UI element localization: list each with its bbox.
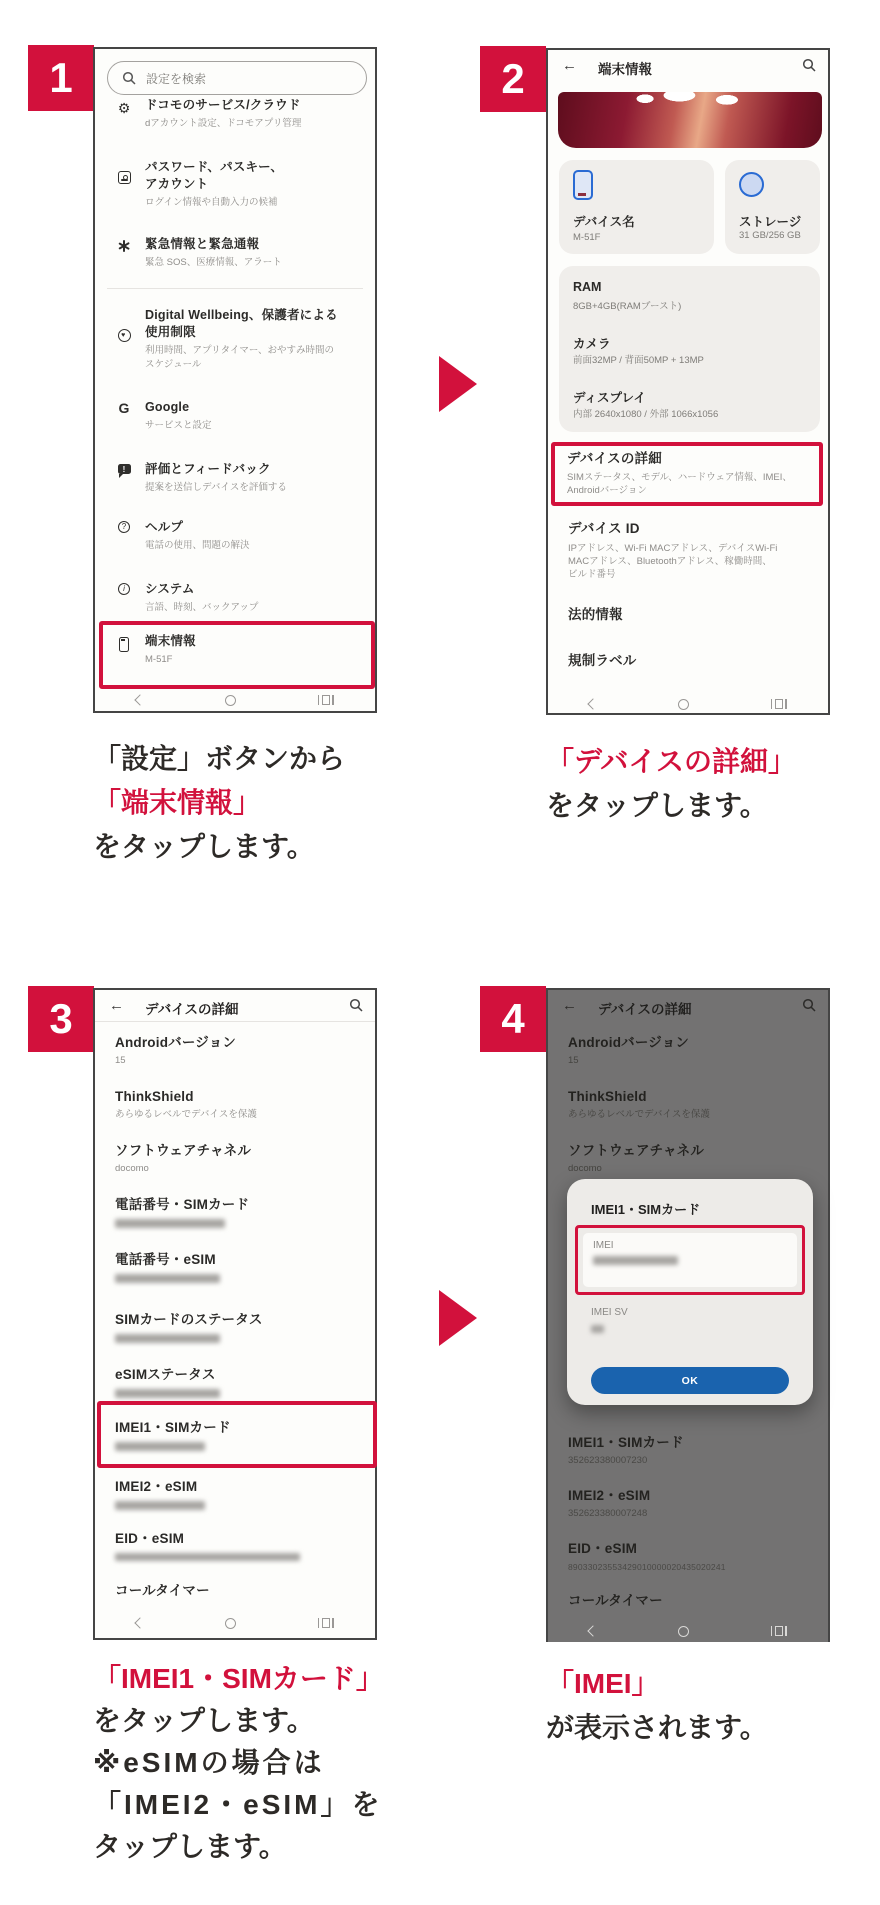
item-imei2-esim: IMEI2・eSIM 352623380007248 [568, 1488, 651, 1519]
step-1-screenshot [93, 47, 377, 713]
step-3-caption [93, 1658, 384, 1868]
imei-sv-label: IMEI SV [591, 1307, 628, 1318]
item-call-timer[interactable]: コールタイマー [115, 1583, 210, 1598]
android-nav-bar [95, 1612, 375, 1634]
ram-label: RAM [573, 280, 602, 294]
masked-value [115, 1334, 220, 1343]
android-nav-bar [95, 689, 375, 711]
nav-recents-icon[interactable] [318, 695, 335, 705]
item-phone-number-sim[interactable]: 電話番号・SIMカード [115, 1196, 249, 1228]
search-icon[interactable] [802, 58, 816, 72]
search-icon[interactable] [802, 998, 816, 1012]
android-nav-bar [548, 693, 828, 715]
item-software-channel: ソフトウェアチャネル docomo [568, 1143, 705, 1174]
masked-value [115, 1389, 220, 1398]
item-imei1-sim: IMEI1・SIMカード 352623380007230 [568, 1435, 684, 1466]
step-1-caption [93, 737, 345, 869]
masked-value [115, 1442, 205, 1451]
masked-value [591, 1325, 604, 1333]
camera-label: カメラ [573, 337, 611, 351]
item-eid-esim[interactable]: EID・eSIM [115, 1530, 300, 1561]
storage-circle-icon [739, 172, 764, 197]
step-2-badge: 2 [480, 46, 546, 112]
step-arrow-icon [439, 1290, 477, 1346]
header-title: 端末情報 [598, 62, 652, 77]
nav-home-icon[interactable] [678, 699, 689, 710]
display-value: 内部 2640x1080 / 外部 1066x1056 [573, 409, 719, 420]
camera-value: 前面32MP / 背面50MP + 13MP [573, 355, 704, 366]
masked-value [115, 1274, 220, 1283]
settings-item-emergency[interactable]: 緊急情報と緊急通報 緊急 SOS、医療情報、アラート [145, 237, 282, 268]
item-android-version[interactable]: Androidバージョン 15 [115, 1035, 237, 1066]
item-call-timer: コールタイマー [568, 1593, 663, 1608]
settings-item-feedback[interactable]: 評価とフィードバック 提案を送信しデバイスを評価する [145, 462, 287, 493]
info-icon: i [113, 583, 135, 595]
settings-item-system[interactable]: システム 言語、時刻、バックアップ [145, 582, 259, 613]
phone-outline-icon [573, 170, 593, 200]
nav-home-icon[interactable] [225, 695, 236, 706]
google-g-icon: G [118, 400, 130, 416]
search-icon [122, 71, 136, 85]
card-label: ストレージ [739, 215, 802, 229]
spec-card [559, 266, 820, 432]
device-name-card[interactable] [559, 160, 714, 254]
item-thinkshield: ThinkShield あらゆるレベルでデバイスを保護 [568, 1089, 710, 1120]
app-header [548, 50, 828, 82]
item-phone-number-esim[interactable]: 電話番号・eSIM [115, 1251, 220, 1283]
settings-item-docomo-services[interactable]: ドコモのサービス/クラウド dアカウント設定、ドコモアプリ管理 [145, 98, 302, 129]
step-3-badge: 3 [28, 986, 94, 1052]
nav-home-icon[interactable] [678, 1626, 689, 1637]
nav-recents-icon[interactable] [771, 1626, 788, 1636]
wellbeing-icon [113, 329, 135, 342]
header-title: デバイスの詳細 [145, 1002, 239, 1017]
settings-item-wellbeing[interactable]: Digital Wellbeing、保護者による 使用制限 利用時間、アプリタイマー、おやすみ時間の スケジュール [145, 308, 338, 370]
caption-line-highlight: 「端末情報」 [93, 787, 262, 818]
device-info-icon [113, 637, 135, 652]
feedback-icon: ! [113, 464, 135, 474]
item-android-version: Androidバージョン 15 [568, 1035, 690, 1066]
imei-label: IMEI [593, 1240, 614, 1251]
back-arrow-icon[interactable]: ← [562, 57, 577, 74]
settings-item-device-info[interactable]: 端末情報 M-51F [145, 634, 196, 665]
app-header [95, 990, 375, 1022]
step-4-caption [546, 1662, 768, 1750]
nav-recents-icon[interactable] [771, 699, 788, 709]
contact-card-icon [113, 171, 135, 184]
step-2-screenshot [546, 48, 830, 715]
settings-search-bar[interactable] [107, 61, 367, 95]
header-divider [95, 1021, 375, 1022]
app-header [548, 990, 828, 1022]
masked-value [115, 1219, 225, 1228]
step-1-badge: 1 [28, 45, 94, 111]
header-title: デバイスの詳細 [598, 1002, 692, 1017]
masked-value [115, 1501, 205, 1510]
masked-value [115, 1553, 300, 1561]
card-label: デバイス名 [573, 215, 635, 229]
item-imei2-esim[interactable]: IMEI2・eSIM [115, 1478, 205, 1510]
item-legal-info[interactable]: 法的情報 [568, 607, 623, 622]
ram-value: 8GB+4GB(RAMブースト) [573, 301, 682, 312]
nav-back-icon[interactable] [134, 694, 145, 705]
caption-line: 「IMEI2・eSIM」を [93, 1789, 383, 1820]
imei-dialog [567, 1179, 813, 1405]
item-regulatory-labels[interactable]: 規制ラベル [568, 653, 637, 668]
nav-back-icon[interactable] [134, 1617, 145, 1628]
back-arrow-icon[interactable]: ← [562, 997, 577, 1014]
card-value: M-51F [573, 232, 601, 243]
storage-card[interactable] [725, 160, 820, 254]
caption-line: をタップします。 [93, 831, 315, 862]
list-divider [107, 288, 363, 289]
search-icon[interactable] [349, 998, 363, 1012]
item-sim-status[interactable]: SIMカードのステータス [115, 1311, 263, 1343]
step-3-screenshot [93, 988, 377, 1640]
dialog-title: IMEI1・SIMカード [591, 1202, 701, 1217]
item-eid-esim: EID・eSIM 89033023553429010000020435020241 [568, 1541, 726, 1572]
masked-value [593, 1256, 678, 1265]
item-software-channel[interactable]: ソフトウェアチャネル docomo [115, 1143, 252, 1174]
imei-field [583, 1233, 797, 1287]
nav-home-icon[interactable] [225, 1618, 236, 1629]
caption-line-highlight: 「デバイスの詳細」 [546, 746, 797, 777]
item-device-details[interactable]: デバイスの詳細 SIMステータス、モデル、ハードウェア情報、IMEI、 Androidバージョン [567, 451, 792, 496]
help-icon: ? [113, 521, 135, 533]
item-esim-status[interactable]: eSIMステータス [115, 1366, 220, 1398]
nav-back-icon[interactable] [587, 1625, 598, 1636]
step-arrow-icon [439, 356, 477, 412]
settings-item-passwords[interactable]: パスワード、パスキー、 アカウント ログイン情報や自動入力の候補 [145, 160, 284, 208]
step-4-badge: 4 [480, 986, 546, 1052]
item-device-id[interactable]: デバイス ID IPアドレス、Wi-Fi MACアドレス、デバイスWi-Fi MACアドレス、Bluetoothアドレス、稼働時間、 ビルド番号 [568, 521, 778, 580]
settings-item-google[interactable]: Google サービスと設定 [145, 400, 212, 431]
caption-line: タップします。 [93, 1831, 287, 1862]
step-2-caption [546, 740, 796, 828]
display-label: ディスプレイ [573, 391, 646, 405]
nav-recents-icon[interactable] [318, 1618, 335, 1628]
emergency-asterisk-icon [113, 239, 135, 253]
back-arrow-icon[interactable]: ← [109, 997, 124, 1014]
highlight-box-imei [575, 1225, 805, 1295]
settings-item-help[interactable]: ヘルプ 電話の使用、問題の解決 [145, 520, 250, 551]
caption-line: ※eSIMの場合は [93, 1747, 325, 1778]
highlight-box-device-info [99, 621, 375, 689]
item-thinkshield[interactable]: ThinkShield あらゆるレベルでデバイスを保護 [115, 1089, 257, 1120]
caption-line: をタップします。 [546, 790, 768, 821]
caption-line-highlight: 「IMEI1・SIMカード」 [93, 1663, 384, 1694]
caption-line: が表示されます。 [546, 1712, 768, 1743]
step-4-screenshot [546, 988, 830, 1642]
caption-line: をタップします。 [93, 1705, 315, 1736]
android-nav-bar [548, 1620, 828, 1642]
item-imei1-sim[interactable]: IMEI1・SIMカード [115, 1419, 231, 1451]
nav-back-icon[interactable] [587, 698, 598, 709]
ok-button[interactable]: OK [591, 1367, 789, 1394]
gear-icon: ⚙ [117, 100, 131, 116]
card-value: 31 GB/256 GB [739, 230, 801, 241]
search-placeholder: 設定を検索 [146, 71, 207, 86]
caption-line: 「設定」ボタンから [93, 743, 346, 774]
caption-line-highlight: 「IMEI」 [546, 1668, 660, 1699]
device-banner-image [558, 92, 822, 148]
